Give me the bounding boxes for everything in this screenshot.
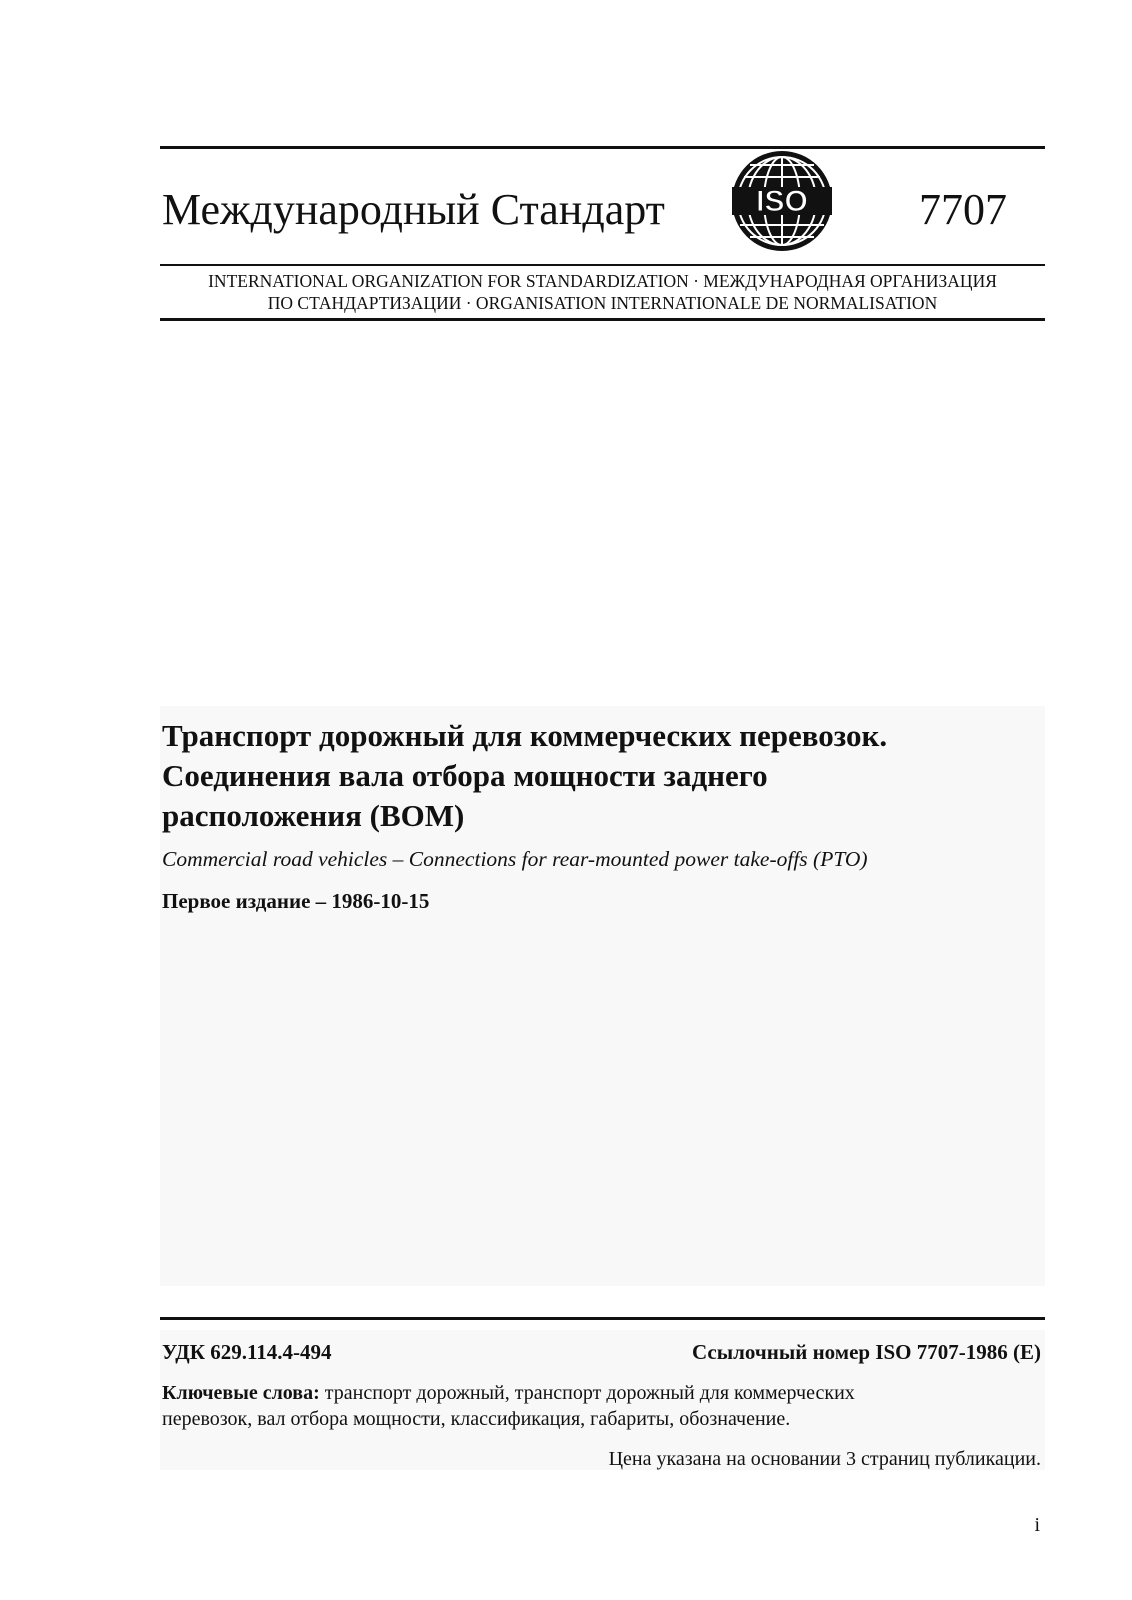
- iso-logo-text: ISO: [756, 185, 808, 218]
- reference-number: Ссылочный номер ISO 7707-1986 (E): [692, 1340, 1041, 1364]
- price-note: Цена указана на основании 3 страниц публикации.: [608, 1448, 1041, 1470]
- iso-logo: [730, 149, 834, 253]
- organization-line-2: ПО СТАНДАРТИЗАЦИИ · ORGANISATION INTERNATIONALE DE NORMALISATION: [267, 293, 938, 313]
- title-line-1: Транспорт дорожный для коммерческих перевозок.: [162, 718, 888, 753]
- udc-code: УДК 629.114.4-494: [162, 1340, 332, 1364]
- standard-number: 7707: [919, 185, 1007, 234]
- header-mid-rule: [160, 264, 1045, 266]
- document-type-title: Международный Стандарт: [162, 185, 665, 234]
- edition-date: Первое издание – 1986-10-15: [162, 889, 430, 913]
- header-bottom-rule: [160, 318, 1045, 321]
- keywords-line-2: перевозок, вал отбора мощности, классификация, габариты, обозначение.: [162, 1408, 791, 1430]
- organization-block: [160, 270, 1045, 314]
- organization-line-1: INTERNATIONAL ORGANIZATION FOR STANDARDIZATION · МЕЖДУНАРОДНАЯ ОРГАНИЗАЦИЯ: [208, 271, 997, 291]
- footer-top-rule: [160, 1317, 1045, 1320]
- title-line-2: Соединения вала отбора мощности заднего: [162, 758, 768, 793]
- keywords-label: Ключевые слова:: [162, 1382, 320, 1404]
- keywords-line-1: транспорт дорожный, транспорт дорожный для коммерческих: [319, 1382, 855, 1404]
- title-line-3: расположения (ВОМ): [162, 798, 465, 833]
- document-title-ru: [162, 716, 1042, 836]
- document-title-en: Commercial road vehicles – Connections for rear-mounted power take-offs (PTO): [162, 847, 868, 871]
- keywords: [162, 1380, 992, 1432]
- header-top-rule: [160, 146, 1045, 149]
- page-number: i: [1034, 1514, 1040, 1536]
